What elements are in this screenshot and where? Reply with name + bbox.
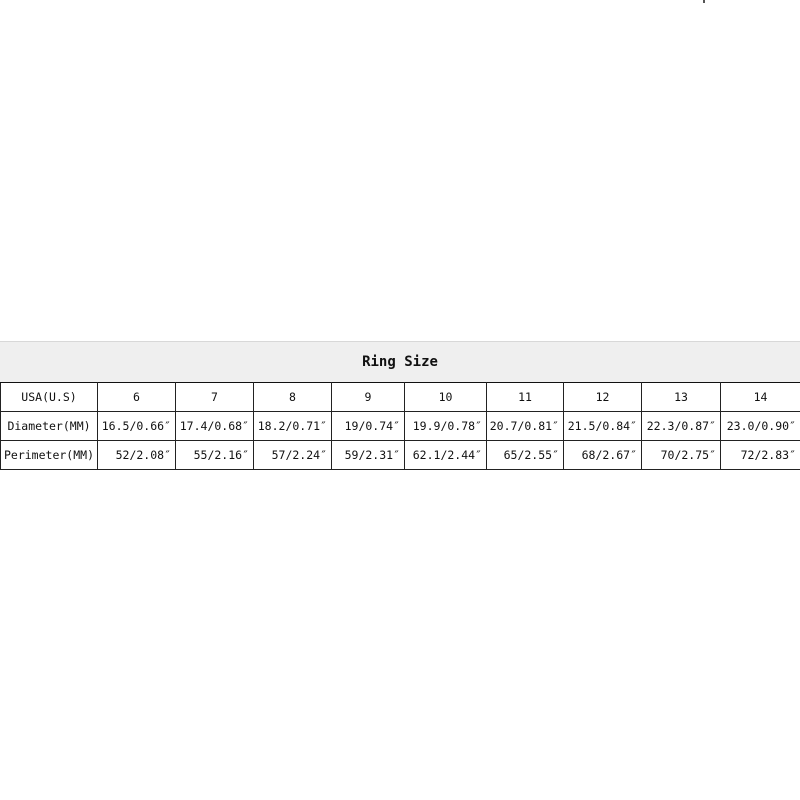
cell-diameter: 18.2/0.71″ <box>254 412 332 441</box>
ring-size-chart <box>0 341 800 470</box>
cell-perimeter: 62.1/2.44″ <box>405 441 487 470</box>
cell-perimeter: 52/2.08″ <box>98 441 176 470</box>
corner-mark <box>703 0 705 3</box>
table-title: Ring Size <box>0 341 800 382</box>
cell-perimeter: 72/2.83″ <box>721 441 800 470</box>
cell-diameter: 23.0/0.90″ <box>721 412 800 441</box>
table-row-diameter <box>1 412 800 441</box>
row-label-perimeter: Perimeter(MM) <box>1 441 98 470</box>
cell-perimeter: 57/2.24″ <box>254 441 332 470</box>
cell-size: 7 <box>176 383 254 412</box>
cell-perimeter: 59/2.31″ <box>332 441 405 470</box>
cell-size: 9 <box>332 383 405 412</box>
cell-diameter: 19/0.74″ <box>332 412 405 441</box>
row-label-usa: USA(U.S) <box>1 383 98 412</box>
ring-size-table <box>0 382 800 470</box>
cell-perimeter: 70/2.75″ <box>642 441 721 470</box>
cell-size: 14 <box>721 383 800 412</box>
cell-size: 8 <box>254 383 332 412</box>
cell-perimeter: 55/2.16″ <box>176 441 254 470</box>
cell-size: 13 <box>642 383 721 412</box>
cell-size: 12 <box>564 383 642 412</box>
cell-diameter: 20.7/0.81″ <box>487 412 564 441</box>
cell-diameter: 19.9/0.78″ <box>405 412 487 441</box>
cell-perimeter: 68/2.67″ <box>564 441 642 470</box>
cell-size: 10 <box>405 383 487 412</box>
cell-size: 6 <box>98 383 176 412</box>
cell-perimeter: 65/2.55″ <box>487 441 564 470</box>
table-row-usa-size <box>1 383 800 412</box>
cell-diameter: 22.3/0.87″ <box>642 412 721 441</box>
cell-diameter: 17.4/0.68″ <box>176 412 254 441</box>
cell-size: 11 <box>487 383 564 412</box>
row-label-diameter: Diameter(MM) <box>1 412 98 441</box>
table-row-perimeter <box>1 441 800 470</box>
cell-diameter: 16.5/0.66″ <box>98 412 176 441</box>
cell-diameter: 21.5/0.84″ <box>564 412 642 441</box>
